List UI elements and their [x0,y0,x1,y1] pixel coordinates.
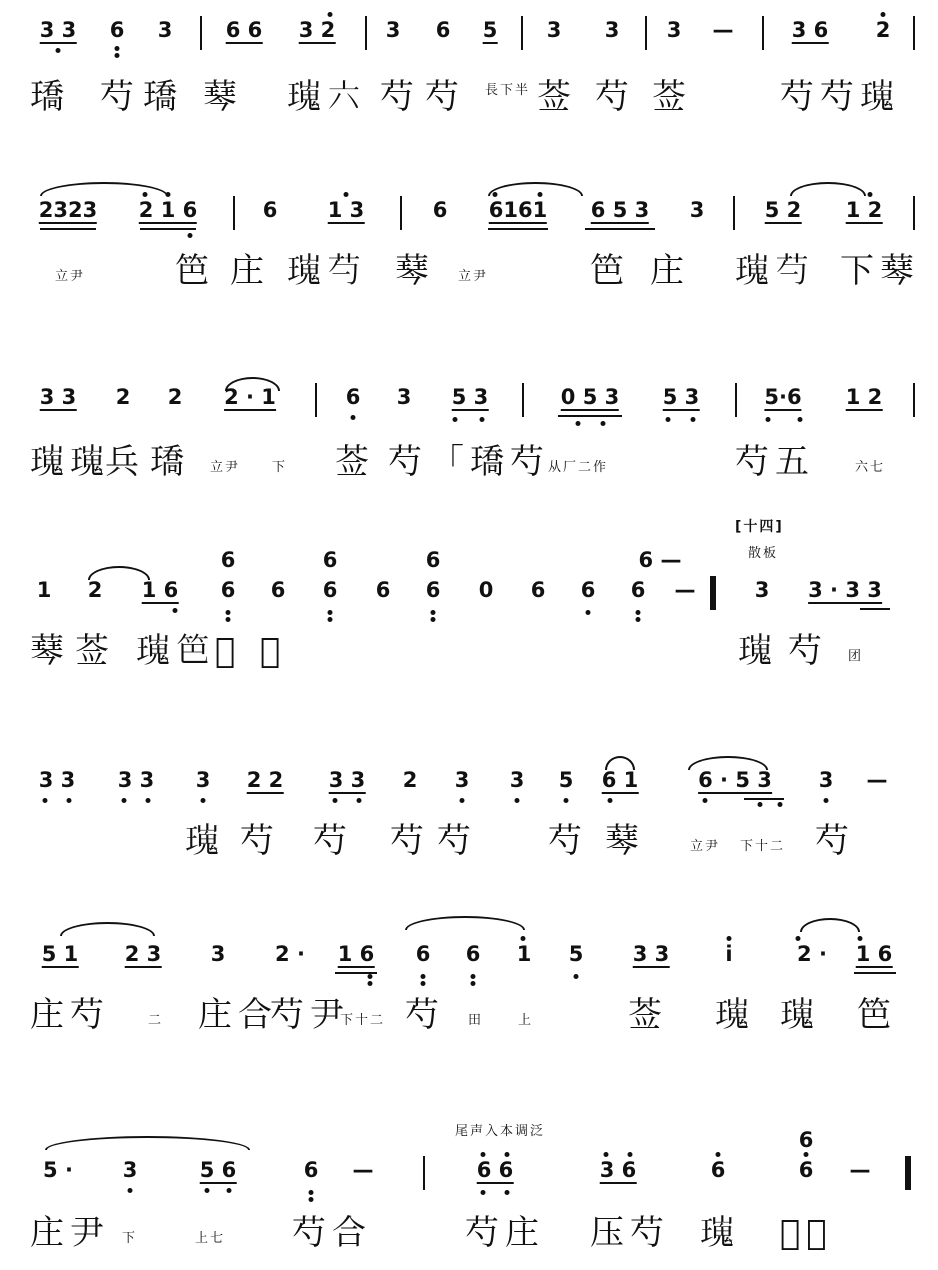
dot [666,417,671,422]
dot [421,981,426,986]
bar-line [423,1156,425,1190]
note: 5 [568,942,584,966]
bar-line [913,16,915,50]
note: 6 [322,578,338,602]
jianzi-small: 立尹 [210,460,241,475]
dot [824,798,829,803]
dot [858,936,863,941]
note: 3 [157,18,173,42]
note: 2 3 [124,942,162,966]
dot [604,1152,609,1157]
note: 3 6 [599,1158,637,1182]
note: 2 [115,385,131,409]
dot [146,798,151,803]
jianzi-small: 从厂二作 [548,460,609,475]
note: 3 [454,768,470,792]
dot [493,192,498,197]
dot [574,974,579,979]
note: 2 · 1 [224,385,276,409]
dot [344,192,349,197]
dot [173,608,178,613]
dot [56,48,61,53]
dot [333,798,338,803]
dot [703,798,708,803]
note: 1 3 [327,198,365,222]
note: 6 6 [225,18,263,42]
chord-note: 6 [425,548,441,572]
dot [115,53,120,58]
bar-line [913,196,915,230]
slur [405,916,525,930]
note: 3 3 [328,768,366,792]
jianzi: 芍 [815,821,855,861]
number-row [0,385,938,425]
note: 0 5 3 [560,385,620,409]
note: 2 [875,18,891,42]
number-row [0,1158,938,1198]
jianzi: 䔷 [605,821,645,861]
dot [481,1152,486,1157]
jianzi: 下䔷 [840,251,920,291]
note: 3 [818,768,834,792]
jianzi: 莶 [335,442,375,482]
dot [226,617,231,622]
jianzi: 𤩝 [143,77,183,117]
system-2 [0,180,938,320]
note: 6 [425,578,441,602]
bar-line [735,383,737,417]
jianzi: 芍 [100,77,140,117]
note: 3 [666,18,682,42]
bar-line [762,16,764,50]
bar-line [522,383,524,417]
jianzi: 𤩫 [185,821,225,861]
jianzi: 𤩫 [780,995,820,1035]
jianzi: 庄芍 [30,995,110,1035]
note: 3 [122,1158,138,1182]
note: 3 [396,385,412,409]
jianzi: 𤩫 [738,631,778,671]
number-row [0,942,938,982]
note: 3 2 [298,18,336,42]
system-6 [0,910,938,1050]
note: 6 [580,578,596,602]
dot [758,802,763,807]
note: 1 2 [845,385,883,409]
dot [431,610,436,615]
jianzi-row [0,816,938,866]
dot [143,192,148,197]
jianzi: 莶 [75,631,115,671]
note: 3 · 3 3 [808,578,882,602]
jianzi: 莶 [628,995,668,1035]
note: 5 2 [764,198,802,222]
jianzi: 𤩫笆 [136,631,216,671]
dot [481,1190,486,1195]
jianzi: 芍合 [292,1213,372,1253]
note: 6 [345,385,361,409]
jianzi: 𤩫 [700,1213,740,1253]
jianzi: 芍庄 [465,1213,545,1253]
jianzi-row [0,246,938,296]
number-row [0,768,938,808]
note: 6 [435,18,451,42]
dot [716,1152,721,1157]
note: 6 [109,18,125,42]
note: 5 1 [41,942,79,966]
note: 1 6 [855,942,893,966]
note: 2 [167,385,183,409]
jianzi-small: 二 [148,1013,164,1028]
note: 5 3 [451,385,489,409]
dot [798,417,803,422]
dot [868,192,873,197]
jianzi: 芍 [388,442,428,482]
bar-line [400,196,402,230]
dot [205,1188,210,1193]
jianzi: 笆 [590,251,630,291]
jianzi-small: 立尹 [55,269,86,284]
jianzi: 芍 [595,77,635,117]
jianzi-small: 下 [122,1231,138,1246]
dot [226,610,231,615]
jianzi: 䔷 [395,251,435,291]
dot [351,415,356,420]
bar-line [521,16,523,50]
note: 3 [195,768,211,792]
note: 3 3 [39,385,77,409]
dot [471,974,476,979]
note: 6 [375,578,391,602]
note: 6 [530,578,546,602]
dot [328,12,333,17]
jianzi: 𤩫 [860,77,900,117]
system-7 [0,1130,938,1270]
note: 5 3 [662,385,700,409]
dot [328,610,333,615]
note: 3 6 [791,18,829,42]
dot [227,1188,232,1193]
dot [636,610,641,615]
note: 2 2 [246,768,284,792]
jianzi: 䔷 [30,631,70,671]
dot [796,936,801,941]
note: 1 [516,942,532,966]
note: 5·6 [764,385,802,409]
jianzi: 芍芍 [780,77,860,117]
note: 2 1 6 [138,198,198,222]
jianzi: 庄 [650,251,690,291]
dot [201,798,206,803]
jianzi-small: 立尹 [458,269,489,284]
jianzi-small: 下十二 [340,1013,386,1028]
bar-line [733,196,735,230]
jianzi: 𥪡 [215,631,242,671]
underline [854,972,896,974]
jianzi-small: 上七 [195,1231,226,1246]
underline [585,228,655,230]
dot [601,421,606,426]
note: 6 6 [476,1158,514,1182]
note: 1 6 [141,578,179,602]
chord-note: 6 [322,548,338,572]
dot [881,12,886,17]
dot [538,192,543,197]
dot [804,1152,809,1157]
jianzi: 𤩝 [150,442,190,482]
dot [766,417,771,422]
jianzi-small: 下 [272,460,288,475]
dot [188,233,193,238]
system-1 [0,10,938,150]
dot [128,1188,133,1193]
slur [60,922,155,936]
jianzi: 芍 [788,631,828,671]
dot [564,798,569,803]
note: 5 [558,768,574,792]
dot [576,421,581,426]
jianzi-small: 下十二 [740,839,786,854]
note: 5 [482,18,498,42]
slur [45,1136,250,1150]
jianzi-small: 田 [468,1013,484,1028]
note: 6 [630,578,646,602]
jianzi: 𤩝 [30,77,70,117]
underline [860,608,890,610]
dot [309,1190,314,1195]
dot [505,1190,510,1195]
note: 3 [385,18,401,42]
note: 6 1 [601,768,639,792]
jianzi: 笆 [175,251,215,291]
slur [488,182,583,196]
note: 3 [546,18,562,42]
bar-line [315,383,317,417]
note: 3 [509,768,525,792]
jianzi: 𤩫𤩫 [30,442,110,482]
bar-line [645,16,647,50]
dot [515,798,520,803]
dot [122,798,127,803]
system-4 [0,548,938,688]
note: 6 · 5 3 [698,768,772,792]
dot [727,936,732,941]
jianzi-row [0,990,938,1040]
dot [115,46,120,51]
dot [421,974,426,979]
jianzi: 芍 [240,821,280,861]
dot [453,417,458,422]
dot [328,617,333,622]
note: 6 [415,942,431,966]
underline [488,228,548,230]
note: 3 3 [39,18,77,42]
note: 2 [87,578,103,602]
note: 2 · [275,942,305,966]
jianzi-row [0,1208,938,1258]
dot [471,981,476,986]
jianzi: 芍 [390,821,430,861]
note: 6161 [488,198,548,222]
section-label: [十四] [735,519,784,535]
dot [43,798,48,803]
jianzi: 庄尹 [30,1213,110,1253]
dot [521,936,526,941]
note: 3 [604,18,620,42]
note: 5 · [43,1158,73,1182]
system-5 [0,740,938,880]
jianzi-small: 長下半 [485,83,531,98]
note: 3 [210,942,226,966]
jianzi: 芍 [425,77,465,117]
dot [357,798,362,803]
jianzi: 芍 [313,821,353,861]
number-row [0,198,938,238]
dot [505,1152,510,1157]
dot [778,802,783,807]
jianzi: 兵 [105,442,145,482]
double-bar-line [905,1156,911,1190]
bar-line [200,16,202,50]
note: 6 [262,198,278,222]
note: — [674,578,696,602]
dot [67,798,72,803]
jianzi: 𥪡 [260,631,287,671]
note: 6 [465,942,481,966]
jianzi: 芍 [380,77,420,117]
underline [744,798,784,800]
dot [628,1152,633,1157]
chord-note: 6 [220,548,236,572]
bar-line [233,196,235,230]
note: 1 [36,578,52,602]
jianzi-small: 上 [518,1013,534,1028]
note: — [352,1158,374,1182]
jianzi-row [0,626,938,676]
dot [309,1197,314,1202]
jianzi: 芍五 [735,442,815,482]
jianzi: 𤩫芍 [735,251,815,291]
chord-note: 6 — [638,548,682,572]
jianzi-small: 六七 [855,460,886,475]
underline [40,228,96,230]
note: — [849,1158,871,1182]
jianzi: 莶 [537,77,577,117]
note: 6 [270,578,286,602]
note: 3 3 [38,768,76,792]
jianzi: 「𤩝芍 [430,442,550,482]
note: 6 [220,578,236,602]
note: 6 [710,1158,726,1182]
dot [166,192,171,197]
note: 2323 [38,198,98,222]
slur [800,918,860,932]
jianzi: 莶 [652,77,692,117]
dot [368,981,373,986]
note: 2 [402,768,418,792]
tempo-label: 散板 [748,546,779,561]
dot [636,617,641,622]
number-row [0,18,938,58]
jianzi: 𤩫六 [287,77,367,117]
double-bar-line [710,576,716,610]
note: 1 2 [845,198,883,222]
jianzi: 芍 [437,821,477,861]
dot [368,974,373,979]
jianzi: 𥪡正 [780,1213,833,1253]
note: 6 [432,198,448,222]
jianzi-row [0,72,938,122]
bar-line [365,16,367,50]
note: 3 [754,578,770,602]
note: 6 [303,1158,319,1182]
jianzi: 芍 [548,821,588,861]
jianzi: 芍 [405,995,445,1035]
number-row [0,578,938,618]
jianzi: 䔷 [203,77,243,117]
underline [558,415,622,417]
note: — [712,18,734,42]
note: 6 [798,1158,814,1182]
note: 0 [478,578,494,602]
note: — [866,768,888,792]
jianzi: 笆 [857,995,897,1035]
jianzi-small: 团 [848,649,864,664]
dot [691,417,696,422]
jianzi-small: 立尹 [690,839,721,854]
note: i [725,942,733,966]
note: 2 · [797,942,827,966]
slur [40,182,168,196]
chord-note: 6 [798,1128,814,1152]
note: 5 6 [199,1158,237,1182]
slur [790,182,866,196]
jianzi: 芍尹 [270,995,350,1035]
coda-label: 尾声入本调泛 [455,1124,546,1139]
note: 3 3 [117,768,155,792]
bar-line [913,383,915,417]
dot [480,417,485,422]
dot [586,610,591,615]
jianzi: 𤩫 [715,995,755,1035]
jianzi: 𤩫芍 [287,251,367,291]
note: 3 3 [632,942,670,966]
system-3 [0,375,938,515]
dot [608,798,613,803]
dot [431,617,436,622]
note: 3 [689,198,705,222]
note: 6 5 3 [590,198,650,222]
jianzi-row [0,437,938,487]
dot [460,798,465,803]
jianzi: 庄 [230,251,270,291]
jianzi: 压芍 [590,1213,670,1253]
jianzi: 庄合 [198,995,278,1035]
note: 1 6 [337,942,375,966]
underline [140,228,196,230]
